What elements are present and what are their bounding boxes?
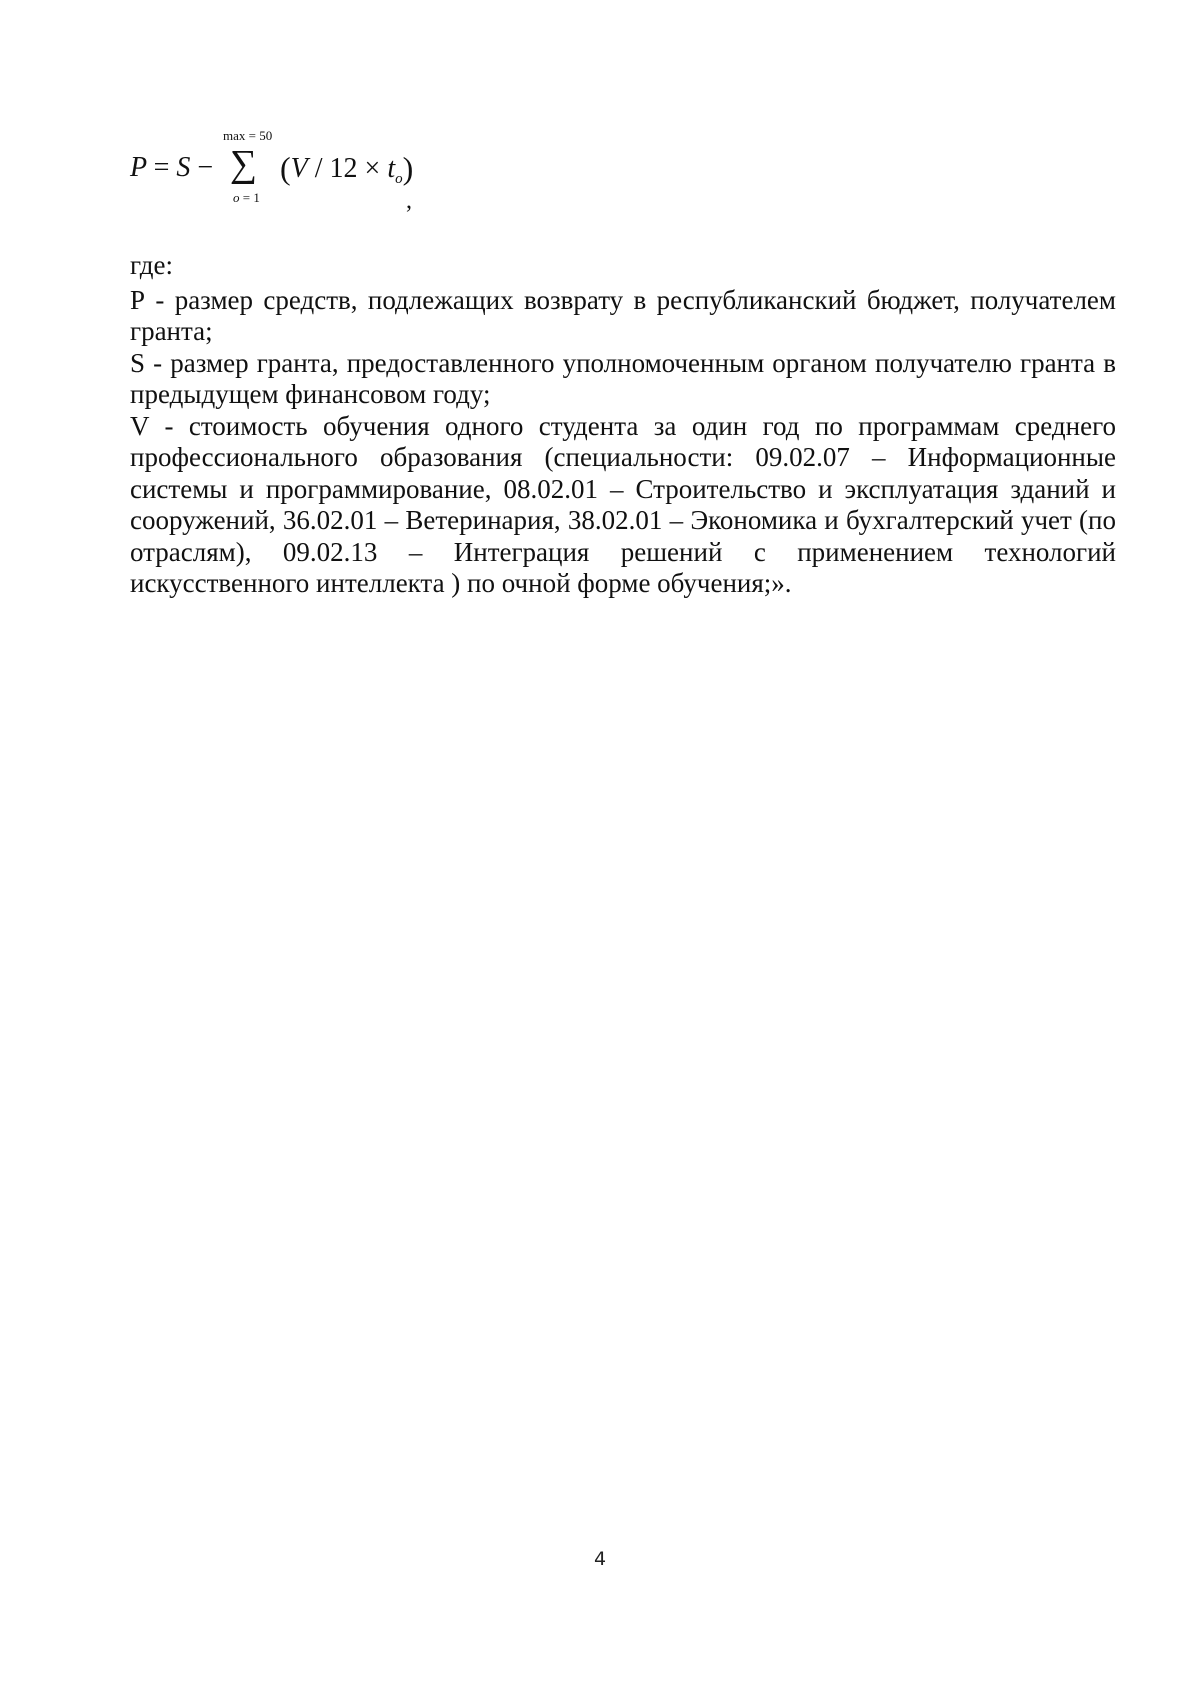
sum-term bbox=[280, 150, 413, 188]
formula-comma: , bbox=[406, 188, 412, 214]
formula-equals: = bbox=[153, 152, 170, 183]
sum-lower-limit bbox=[233, 190, 260, 206]
formula-minus: − bbox=[197, 152, 214, 183]
definition-s: S - размер гранта, предоставленного уполномоченным органом получателю гранта в предыдущем финансовом году; bbox=[130, 347, 1116, 409]
sum-index-var: o bbox=[233, 190, 240, 205]
where-label: где: bbox=[130, 250, 173, 280]
term-close-paren: ) bbox=[402, 150, 414, 186]
return-amount-formula bbox=[128, 128, 448, 238]
formula-var-s: S bbox=[176, 152, 191, 183]
definition-v: V - стоимость обучения одного студента за один год по программам среднего профессионального образования (специальности: 09.02.07 – Информационные системы и программирование, 08.02.01 – Строительство и эксплуатация зданий и сооружений, 36.02.01 – Ветеринария, 38.02.01 – Экономика и бухгалтерский учет (по отраслям), 09.02.13 – Интеграция решений с применением технологий искусственного интеллекта ) по очной форме обучения;». bbox=[130, 410, 1116, 598]
sum-index-start: = 1 bbox=[239, 190, 260, 205]
term-var-t-subscript: o bbox=[395, 171, 403, 187]
term-var-v: V bbox=[290, 153, 308, 184]
term-var-t: t bbox=[387, 153, 396, 184]
definition-p: Р - размер средств, подлежащих возврату в республиканский бюджет, получателем гранта; bbox=[130, 284, 1116, 346]
sum-symbol: ∑ bbox=[230, 143, 258, 185]
page-number: 4 bbox=[593, 1548, 607, 1570]
formula-definitions bbox=[130, 250, 1116, 600]
formula-left-side bbox=[130, 152, 213, 184]
formula-var-p: P bbox=[130, 152, 147, 183]
term-open-paren: ( bbox=[280, 150, 291, 186]
sum-upper-limit: max = 50 bbox=[223, 128, 273, 143]
term-operators: / 12 × bbox=[307, 153, 388, 184]
